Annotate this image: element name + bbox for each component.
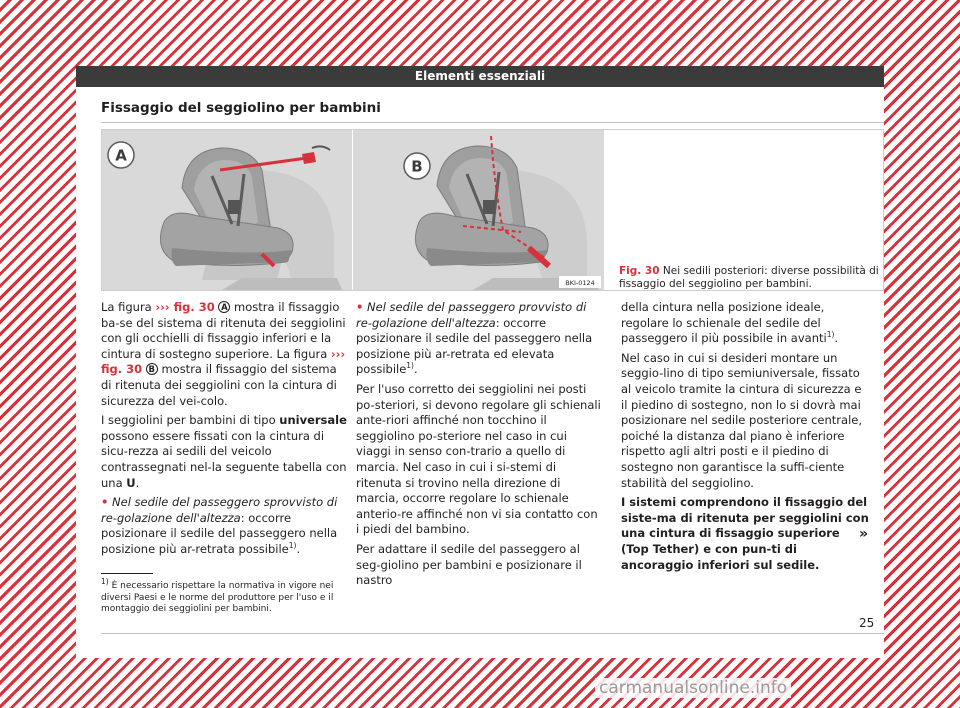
callout-badge-b: B [146,363,158,375]
text-run: . [413,362,418,377]
figure-label-b: B [411,157,423,176]
footnote-ref: 1) [826,330,835,340]
figure-image-code: BKI-0124 [565,279,595,287]
footer-divider [101,633,884,634]
section-title: Fissaggio del seggiolino per bambini [101,100,381,116]
paragraph-semiuniversal: Nel caso in cui si desideri montare un seggio-lino di tipo semiuniversale, fissato al veicolo tramite la cintura di sicurezza e il piedino di sostegno, non lo si dovrà mai posizionare nel sedile posteriore centrale, poiché la distanza dal piano è inferiore rispetto agli altri posti e il piedino di sostegno non garantisce la suffi-ciente stabilità del seggiolino. [621,350,863,490]
paragraph-universal-seats [101,413,347,491]
text-run: della cintura nella posizione ideale, regolare lo schienale del sedile del passeggero il più possibile in avanti [621,300,827,346]
figure-30 [101,129,884,291]
chapter-header: Elementi essenziali [76,66,884,87]
bullet-item [101,495,347,557]
text-run: mostra il fissaggio del sistema di ritenuta dei seggiolini con la cintura di sicurezza del vei-colo. [101,362,337,408]
text-run: . [834,331,839,346]
text-column-1 [101,300,347,562]
section-divider [101,122,884,123]
text-run: possono essere fissati con la cintura di sicu-rezza ai sedili del veicolo contrassegnati nel-la seguente tabella con una [101,428,347,490]
paragraph-figure-reference [101,300,347,409]
paragraph-belt-position [621,300,871,347]
figure-panel-a [102,130,353,290]
bold-term: I sistemi comprendono il fissaggio del siste-ma di ritenuta per seggiolini con una cintura di fissaggio superiore (Top Tether) e con pun-ti di ancoraggio inferiori sul sedile. [621,495,869,572]
figure-link[interactable]: ››› fig. 30 [155,300,215,314]
text-column-2 [356,300,604,593]
bold-term: U [126,475,136,490]
text-run: . [135,475,140,490]
figure-number: Fig. 30 [619,265,660,277]
callout-badge-a: A [218,301,230,313]
paragraph-rear-seats: Per l'uso corretto dei seggiolini nei posti po-steriori, si devono regolare gli schienali ante-riori affinché non tocchino il seggiolino po-steriore nel caso in cui viaggi in senso con-trario a quello di marcia. Nel caso in cui i si-stemi di ritenuta si trovino nella direzione di marcia, occorre regolare lo schienale anterio-re affinché non vi sia contatto con i piedi del bambino. [356,381,601,537]
page-number: 25 [859,616,875,630]
manual-page [76,66,884,658]
italic-term: Nel sedile del passeggero provvisto di re-golazione dell'altezza [356,300,587,330]
italic-term: Nel sedile del passeggero sprovvisto di re-golazione dell'altezza [101,495,338,525]
footnote-marker: 1) [101,577,109,586]
text-run: : occorre posizionare il sedile del passeggero nella posizione più ar-retrata possibile [101,510,338,556]
text-run: I seggiolini per bambini di tipo [101,413,276,428]
figure-link[interactable]: ››› fig. 30 [101,346,346,377]
child-seat-isofix-illustration [102,130,352,290]
footnote-text: È necessario rispettare la normativa in vigore nei diversi Paesi e le norme del produttore per l'uso e il montaggio dei seggiolini per bambini. [101,581,334,615]
text-column-3 [621,300,871,577]
watermark: carmanualsonline.info [595,678,791,698]
footnote-ref: 1) [288,541,297,551]
footnote-divider [101,573,153,574]
figure-label-a: A [115,146,127,165]
text-run: La figura [101,300,152,314]
continue-arrow-icon: » [859,526,869,542]
bullet-icon: • [356,300,364,314]
footnote [101,577,351,616]
paragraph-adjust-seat: Per adattare il sedile del passeggero al seg-giolino per bambini e posizionare il nastro [356,541,582,588]
figure-caption [619,265,879,291]
footnote-ref: 1) [406,361,414,371]
child-seat-belt-illustration [353,130,604,290]
figure-panel-b [353,130,604,290]
text-run: . [296,541,301,556]
bullet-icon: • [101,495,109,510]
figure-caption-text: Nei sedili posteriori: diverse possibilità di fissaggio del seggiolino per bambini. [619,265,879,290]
bold-term: universale [279,413,347,428]
text-run: : occorre posizionare il sedile del passeggero nella posizione più ar-retrata ed elevata possibile [356,315,593,377]
paragraph-top-tether [621,495,871,573]
text-run: mostra il fissaggio ba-se del sistema di ritenuta dei seggiolini con gli occhielli di fissaggio inferiori e la cintura di sostegno superiore. La figura [101,300,346,361]
bullet-item [356,300,604,378]
